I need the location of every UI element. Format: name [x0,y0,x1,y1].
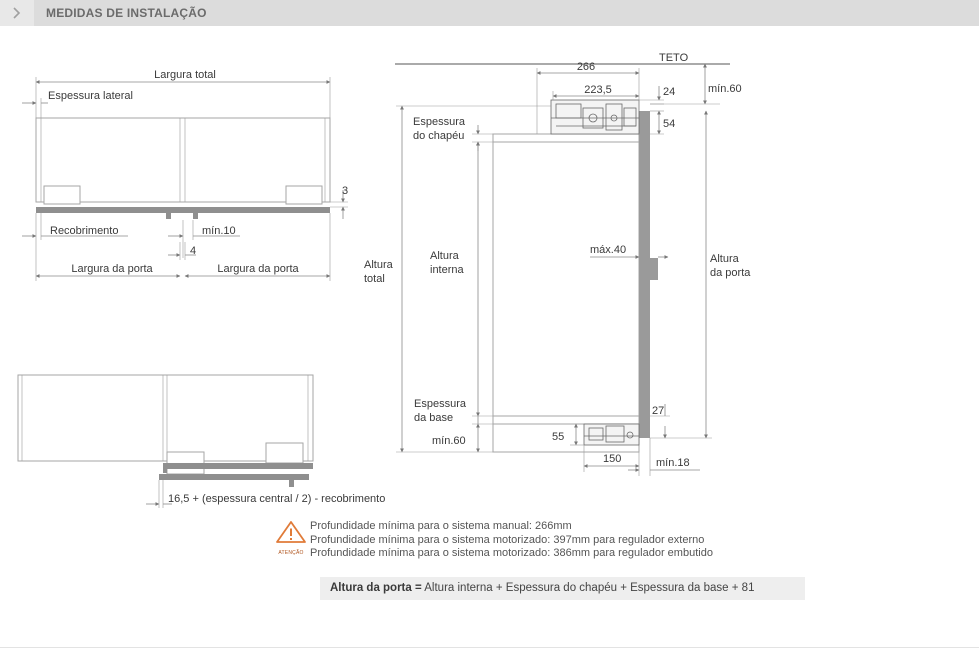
door-handle [650,258,658,280]
warning-line: Profundidade mínima para o sistema motorizado: 397mm para regulador externo [310,533,705,546]
label-espessura-chapeu-2: do chapéu [413,130,465,142]
warning-line: Profundidade mínima para o sistema motorizado: 386mm para regulador embutido [310,547,713,559]
warning-badge [274,520,308,556]
warning-line: Profundidade mínima para o sistema manual: 266mm [310,520,572,532]
roller-left [44,186,80,204]
front-view [22,69,348,281]
formula-expression: Altura interna + Espessura do chapéu + Espessura da base + 81 [424,582,755,594]
label-dim-54: 54 [663,118,676,130]
label-altura-total-1: Altura [364,259,393,271]
label-dim-266: 266 [576,61,596,73]
label-teto: TETO [659,52,689,64]
door-profile [639,111,650,438]
label-altura-porta-1: Altura [710,253,739,265]
top-hardware [551,100,639,134]
footer-divider [0,647,979,648]
bottom-hardware [584,424,639,445]
label-largura-porta-1: Largura da porta [71,263,153,275]
warning-triangle-icon [274,520,308,544]
bottom-rail [36,207,330,213]
label-altura-porta-2: da porta [710,267,751,279]
side-view [364,52,751,476]
label-max-40: máx.40 [590,244,627,256]
label-espessura-base-1: Espessura [414,398,466,410]
label-altura-interna-2: interna [430,264,464,276]
label-altura-total-2: total [364,273,385,285]
formula-box [320,577,805,600]
label-espessura-base-2: da base [414,412,454,424]
top-view [18,375,385,508]
label-espessura-chapeu-1: Espessura [413,116,465,128]
label-dim-150: 150 [603,453,622,465]
label-dim-4: 4 [190,245,197,257]
label-min-10: mín.10 [202,225,236,237]
label-dim-3: 3 [342,185,349,197]
label-largura-total: Largura total [154,69,216,81]
formula-label: Altura da porta = [330,582,422,594]
label-dim-27: 27 [652,405,665,417]
roller-right [286,186,322,204]
warning-label: ATENÇÃO [278,550,304,556]
label-dim-24: 24 [663,86,676,98]
label-min-60-bottom: mín.60 [432,435,466,447]
label-dim-55: 55 [552,431,565,443]
cabinet-side [493,134,639,452]
label-largura-porta-2: Largura da porta [217,263,299,275]
roller-top-right [266,443,303,463]
warning-notes [310,520,713,561]
label-formula-top: 16,5 + (espessura central / 2) - recobrimento [168,493,386,505]
section-title: MEDIDAS DE INSTALAÇÃO [46,6,207,20]
label-min-18: mín.18 [656,457,690,469]
label-espessura-lateral: Espessura lateral [48,90,133,102]
label-min-60-top: mín.60 [708,83,742,95]
label-dim-223-5: 223,5 [584,84,612,96]
label-recobrimento: Recobrimento [50,225,119,237]
label-altura-interna-1: Altura [430,250,459,262]
